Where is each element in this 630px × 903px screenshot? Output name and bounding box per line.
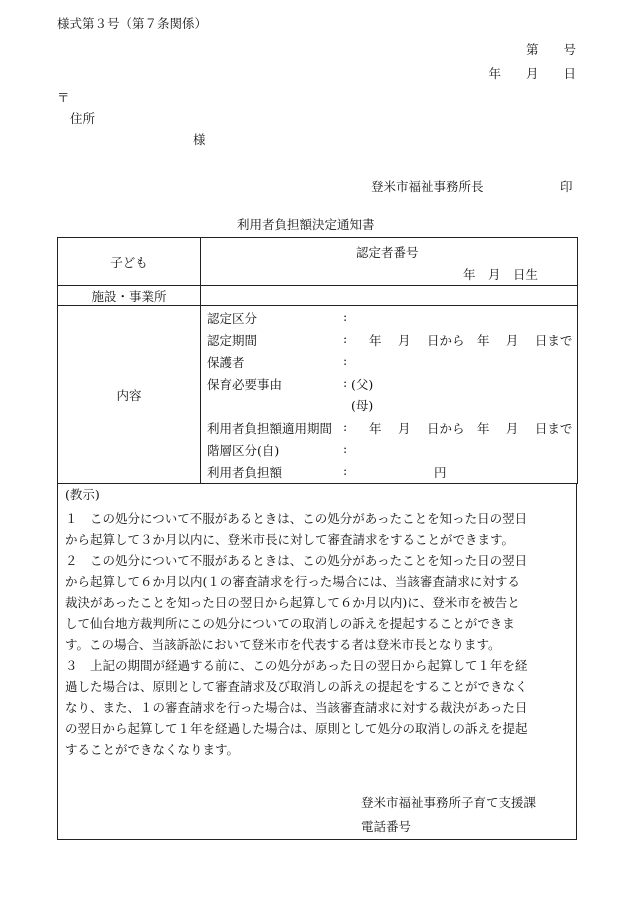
notes-line: することができなくなります。 — [65, 742, 240, 757]
row-colon: : — [343, 309, 348, 324]
row-value: (母) — [351, 398, 374, 413]
notes-line: ３ 上記の期間が経過する前に、この処分があった日の翌日から起算して１年を経 — [65, 658, 528, 673]
facility-label: 施設・事業所 — [58, 286, 201, 306]
decision-table — [57, 237, 578, 484]
issuer-name: 登米市福祉事務所長 — [371, 179, 484, 194]
content-label: 内容 — [58, 306, 201, 484]
child-info-cell — [201, 238, 578, 286]
phone-label: 電話番号 — [361, 819, 412, 834]
notes-line: １ この処分について不服があるときは、この処分があったことを知った日の翌日 — [65, 511, 528, 526]
row-colon: : — [343, 375, 348, 390]
row-value: 年 月 日から 年 月 日まで — [369, 421, 573, 436]
row-colon: : — [343, 463, 348, 478]
notes-line: 裁決があったことを知った日の翌日から起算して６か月以内)に、登米市を被告と — [65, 595, 520, 610]
row-colon: : — [343, 419, 348, 434]
notes-line: なり、また、１の審査請求を行った場合は、当該審査請求に対する裁決があった日 — [65, 700, 528, 715]
row-label: 認定区分 — [207, 311, 258, 326]
content-row — [58, 306, 578, 484]
row-label: 階層区分(自) — [207, 443, 280, 458]
child-row — [58, 238, 578, 286]
issue-date: 年 月 日 — [488, 66, 576, 81]
row-label: 利用者負担額 — [207, 465, 283, 480]
facility-value — [201, 286, 578, 306]
row-label: 利用者負担額適用期間 — [207, 421, 333, 436]
row-value: 円 — [434, 465, 447, 480]
form-number: 様式第３号（第７条関係） — [57, 16, 208, 31]
birth-date: 年 月 日生 — [463, 267, 539, 282]
notes-line: から起算して３か月以内に、登米市長に対して審査請求をすることができます。 — [65, 532, 515, 547]
notes-line: して仙台地方裁判所にこの処分についての取消しの訴えを提起することができま — [65, 616, 515, 631]
seal-mark: 印 — [560, 179, 573, 194]
row-colon: : — [343, 353, 348, 368]
row-value: 年 月 日から 年 月 日まで — [369, 333, 573, 348]
notes-line: ２ この処分について不服があるときは、この処分があったことを知った日の翌日 — [65, 553, 528, 568]
postal-mark: 〒 — [57, 90, 70, 105]
document-number: 第 号 — [525, 42, 576, 57]
honorific: 様 — [193, 132, 206, 147]
notes-heading: (教示) — [65, 487, 100, 502]
row-value: (父) — [351, 377, 374, 392]
address-label: 住所 — [70, 111, 96, 126]
notes-line: 過した場合は、原則として審査請求及び取消しの訴えの提起をすることができなく — [65, 679, 528, 694]
notes-line: す。この場合、当該訴訟において登米市を代表する者は登米市長となります。 — [65, 637, 501, 652]
cert-number-label: 認定者番号 — [356, 245, 419, 260]
office-name: 登米市福祉事務所子育て支援課 — [361, 795, 537, 810]
notes-line: の翌日から起算して１年を経過した場合は、原則として処分の取消しの訴えを提起 — [65, 721, 528, 736]
appeal-notice — [57, 484, 577, 840]
row-label: 保育必要事由 — [207, 377, 283, 392]
row-colon: : — [343, 441, 348, 456]
content-cell — [201, 306, 578, 484]
document-title: 利用者負担額決定通知書 — [237, 217, 375, 232]
facility-row — [58, 286, 578, 306]
row-label: 認定期間 — [207, 333, 258, 348]
notes-line: から起算して６か月以内(１の審査請求を行った場合には、当該審査請求に対する — [65, 574, 520, 589]
row-label: 保護者 — [207, 355, 245, 370]
row-colon: : — [343, 331, 348, 346]
child-label: 子ども — [58, 238, 201, 286]
